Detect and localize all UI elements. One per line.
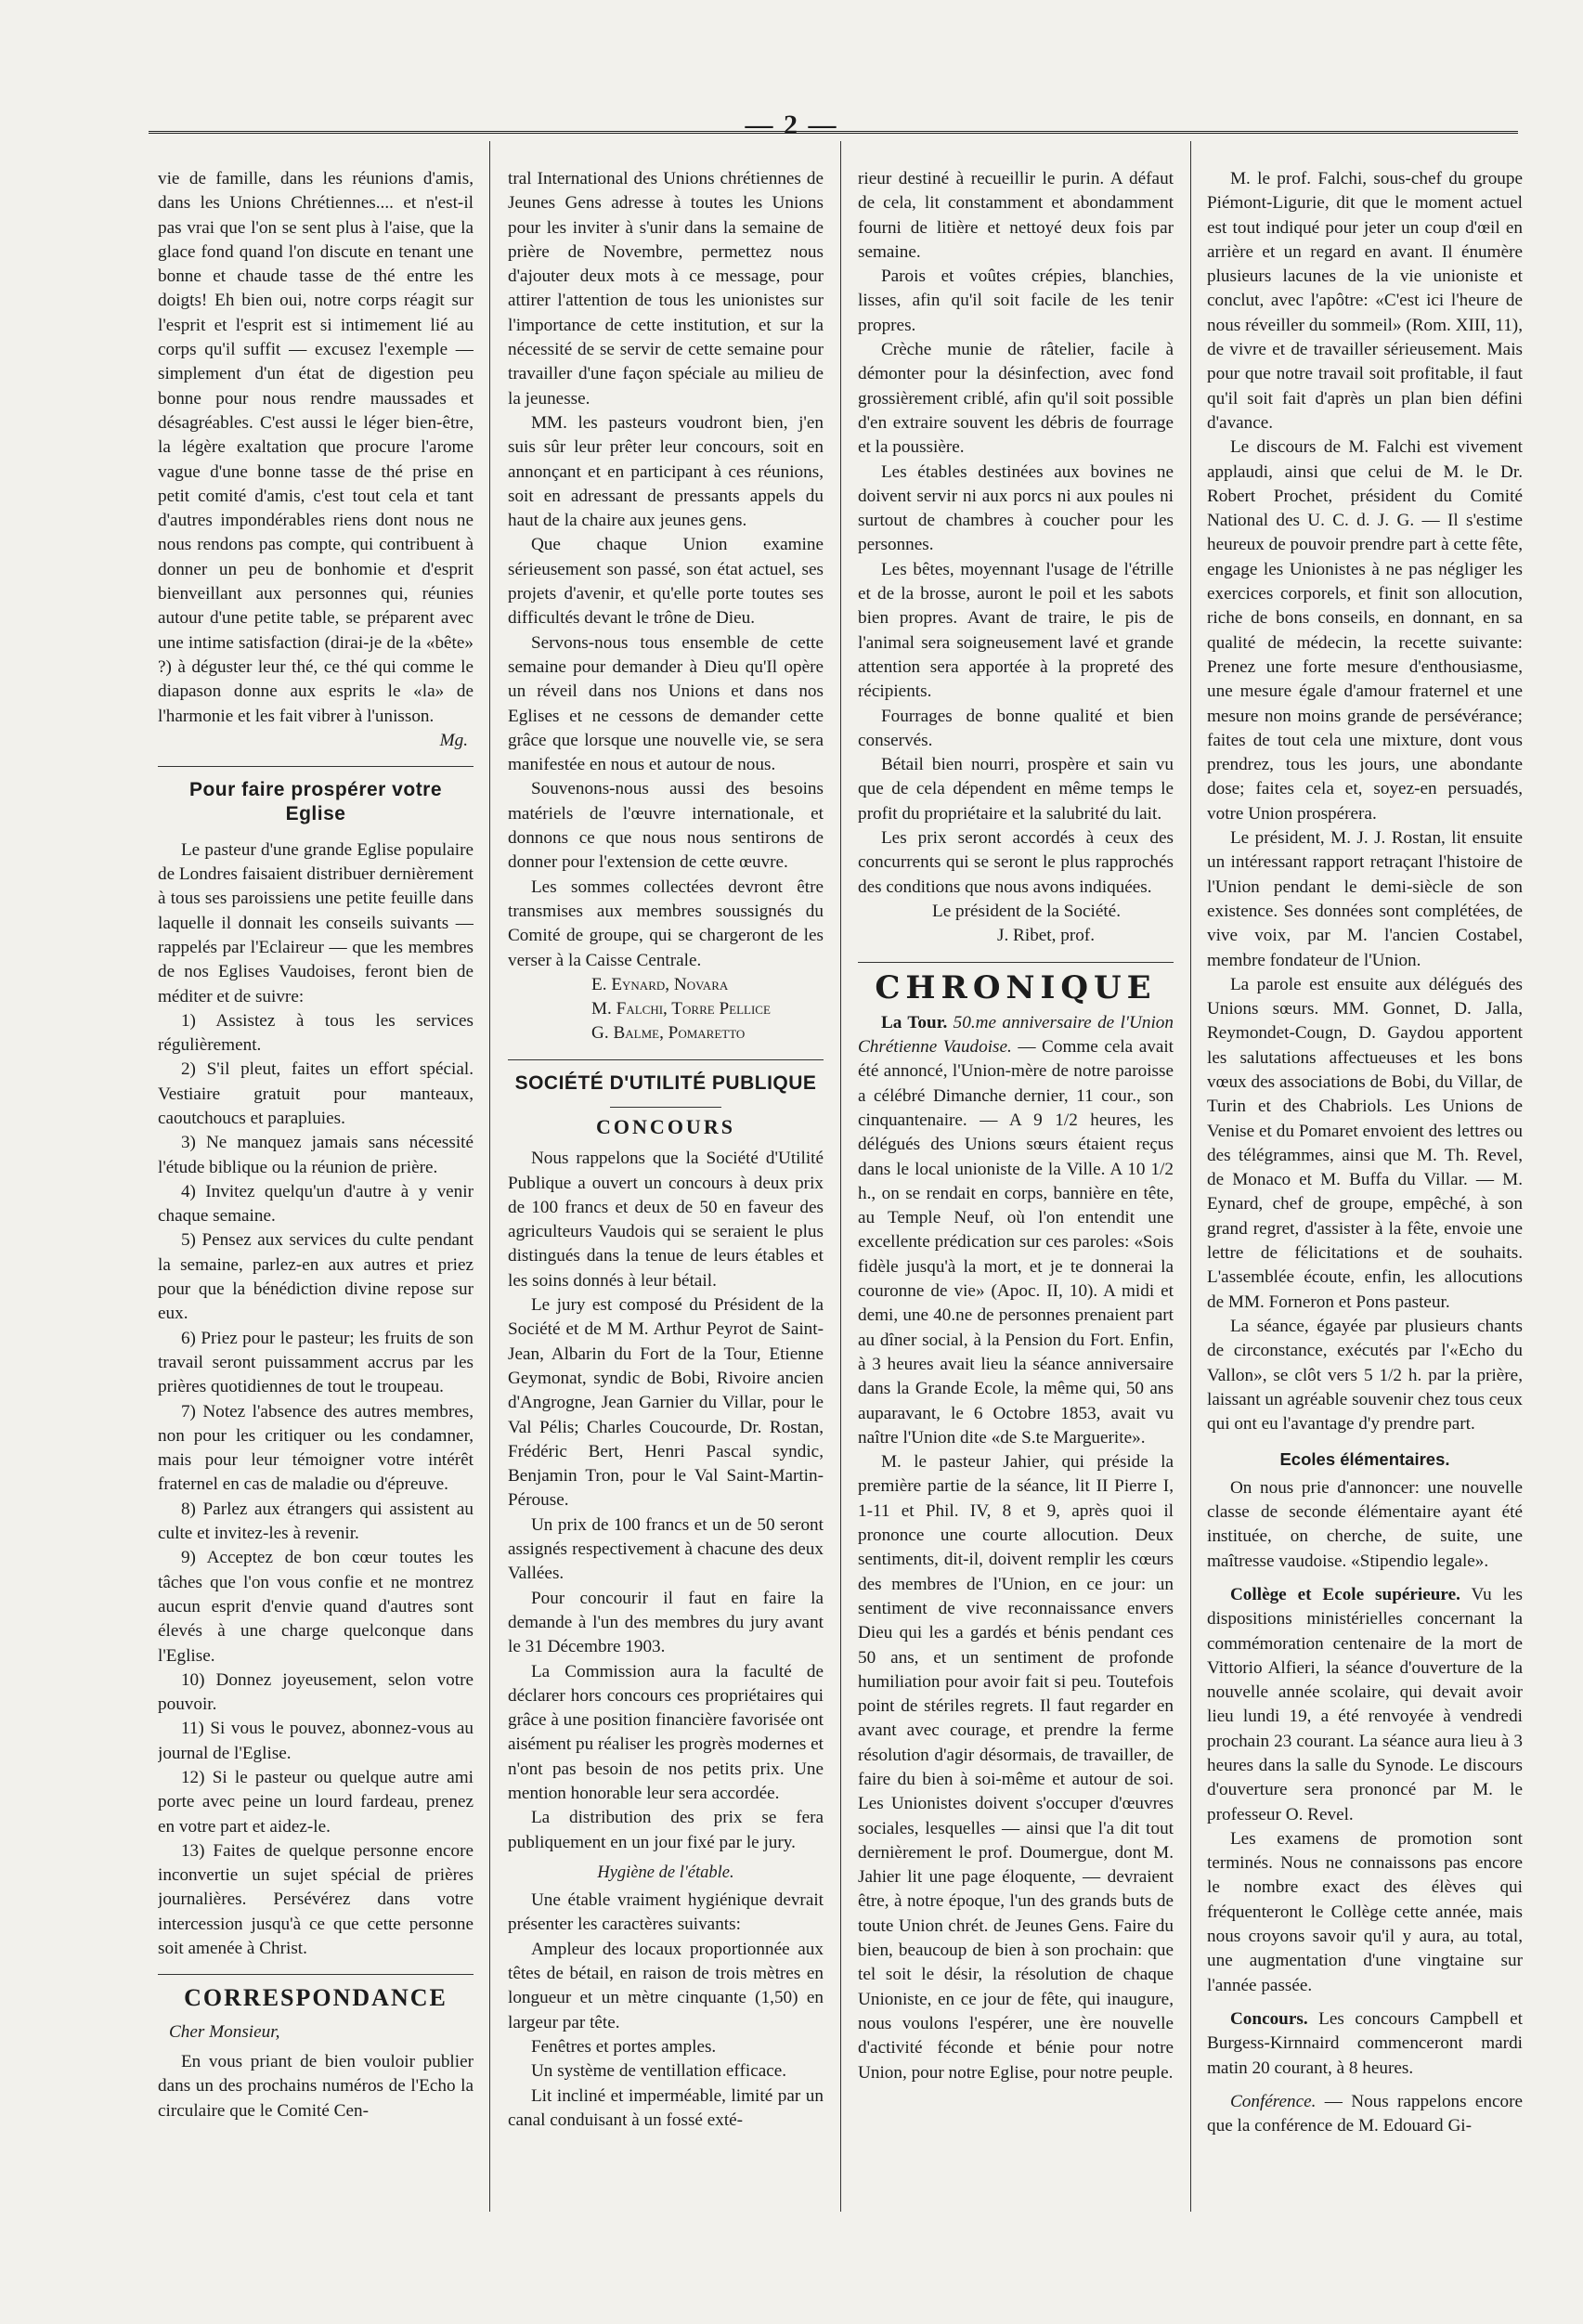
article-text: Pour concourir il faut en faire la demande à l'un des membres du jury avant le 31 Décembre 1903.: [508, 1588, 824, 1657]
article-text: [1207, 1583, 1523, 1827]
salutation: Cher Monsieur,: [169, 2021, 280, 2042]
column-divider: [489, 141, 490, 2212]
article-text: Que chaque Union examine sérieusement son passé, son état actuel, ses projets d'avenir, et qu'elle porte toutes ses difficultés devant le trône de Dieu.: [508, 535, 824, 629]
list-item: 7) Notez l'absence des autres membres, non pour les critiquer ou les condamner, mais pour leur témoigner votre intérêt fraternel en cas de maladie ou d'épreuve.: [158, 1401, 474, 1495]
list-item: 10) Donnez joyeusement, selon votre pouvoir.: [158, 1669, 474, 1715]
article-text: M. le prof. Falchi, sous-chef du groupe Piémont-Ligurie, dit que le moment actuel est tout indiqué pour jeter un coup d'œil en arrière et un regard en avant. Il énumère plusieurs lacunes de la vie unioniste et conclut, avec l'apôtre: «C'est ici l'heure de nous réveiller du sommeil» (Rom. XIII, 11), de vivre et de travailler sérieusement. Mais pour que notre travail soit profitable, il faut qu'il soit fait d'après un plan bien défini d'avance.: [1207, 169, 1523, 433]
article-text: [1207, 2090, 1523, 2139]
section-rule: [158, 766, 474, 767]
section-title: SOCIÉTÉ D'UTILITÉ PUBLIQUE: [514, 1071, 817, 1094]
article-text: Le jury est composé du Président de la Société et de M M. Arthur Peyrot de Saint-Jean, Albarin du Fort de la Tour, Etienne Geymonat, syndic de Bobi, Rivoire ancien d'Angrogne, Jean Garnier du Villar, pour le Val Pélis; Charles Coucourde, Dr. Rostan, Frédéric Bert, Henri Pascal syndic, Benjamin Tron, pour le Val Saint-Martin-Pérouse.: [508, 1295, 824, 1511]
article-text: [858, 1011, 1174, 1450]
signature: J. Ribet, prof.: [997, 926, 1095, 946]
list-item: 2) S'il pleut, faites un effort spécial. Vestiaire gratuit pour manteaux, caoutchoucs et parapluies.: [158, 1059, 474, 1128]
item-heading: Collège et Ecole supérieure.: [1229, 1584, 1460, 1604]
signer: E. Eynard, Novara: [591, 974, 729, 994]
article-text: Bétail bien nourri, prospère et sain vu que de cela dépendent en même temps le profit du propriétaire et la salubrité du lait.: [858, 755, 1174, 824]
event-heading: 50.me anniversaire de l'Union Chrétienne Vaudoise.: [858, 1012, 1174, 1058]
article-text: Une étable vraiment hygiénique devrait présenter les caractères suivants:: [508, 1890, 824, 1935]
article-text: Un système de ventillation efficace.: [530, 2061, 787, 2082]
article-text: Le président, M. J. J. Rostan, lit ensuite un intéressant rapport retraçant l'histoire de l'Union pendant le demi-siècle de son existence. Ses données sont complétées, de vive voix, par M. l'ancien Costabel, membre fondateur de l'Union.: [1207, 828, 1523, 970]
article-text: Servons-nous tous ensemble de cette semaine pour demander à Dieu qu'Il opère un réveil dans nos Unions et dans nos Eglises et ne cessons de demander cette grâce que lorsque une nouvelle vie, se sera manifestée en nous et autour de nous.: [508, 632, 824, 775]
ornament-rule: [610, 1107, 721, 1108]
item-heading: Conférence.: [1229, 2091, 1317, 2111]
article-text: M. le pasteur Jahier, qui préside la première partie de la séance, lit II Pierre I, 1-11 et Phil. IV, 8 et 9, après quoi il prononce une courte allocution. Deux sentiments, dit-il, doivent remplir les cœurs des membres de l'Union, en ce jour: un sentiment de vive reconnaissance envers Dieu qui les a gardés et bénis pendant ces 50 ans, et un sentiment de profonde humiliation pour avoir fait si peu. Toutefois point de stériles regrets. Il faut regarder en avant avec courage, et prendre la ferme résolution d'agir désormais, de travailler, de faire du bien à soi-même et autour de soi. Les Unionistes doivent s'occuper d'œuvres sociales, lesquelles — ainsi que l'a dit tout dernièrement le prof. Doumergue, dont M. Jahier lit une page éloquente, — devraient être, à notre époque, l'un des grands buts de toute Union chrét. de Jeunes Gens. Faire du bien, beaucoup de bien à son prochain: que tel soit le désir, la résolution de chaque Unioniste, en ce jour de fête, qui inaugure, nous voulons l'espérer, une ère nouvelle d'activité féconde et bénie pour notre Union, pour notre Eglise, pour notre peuple.: [858, 1452, 1174, 2083]
column-3: [858, 167, 1174, 2224]
article-text: tral International des Unions chrétiennes de Jeunes Gens adresse à toutes les Unions pour les inviter à s'unir dans la semaine de prière de Novembre, permettez nous d'ajouter deux mots à ce message, pour attirer l'attention de tous les unionistes sur l'importance de cette institution, et sur la nécessité de se servir de cette semaine pour travailler d'une façon spéciale au milieu de la jeunesse.: [508, 169, 824, 409]
article-body: — Nous rappelons encore que la conférence de M. Edouard Gi-: [1207, 2091, 1523, 2136]
subsection-title: CONCOURS: [596, 1114, 735, 1138]
signer: M. Falchi, Torre Pellice: [591, 999, 771, 1019]
list-item: 13) Faites de quelque personne encore inconvertie un sujet spécial de prières journalières. Persévérez dans votre intercession jusqu'à ce que cette personne soit amenée à Christ.: [158, 1840, 474, 1959]
list-item: 8) Parlez aux étrangers qui assistent au culte et invitez-les à revenir.: [158, 1499, 474, 1544]
article-text: [1207, 2007, 1523, 2081]
list-item: 1) Assistez à tous les services régulièrement.: [158, 1010, 474, 1056]
article-text: Les examens de promotion sont terminés. Nous ne connaissons pas encore le nombre exact des élèves qui fréquenteront le Collège cette année, mais nous croyons savoir qu'il y aura, au total, une augmentation d'une vingtaine sur l'année passée.: [1207, 1828, 1523, 1995]
subsection-title: Hygiène de l'étable.: [597, 1863, 734, 1882]
list-item: 9) Acceptez de bon cœur toutes les tâches que l'on vous confie et ne montrez aucun esprit d'envie quand d'autres sont élevés à une charge quelconque dans l'Eglise.: [158, 1548, 474, 1666]
item-heading: Concours.: [1229, 2008, 1308, 2029]
article-text: vie de famille, dans les réunions d'amis, dans les Unions Chrétiennes.... et n'est-il pas vrai que l'on se sent plus à l'aise, que la glace fond quand l'on discute en tenant une bonne et chaude tasse de thé entre les doigts! Eh bien oui, notre corps réagit sur l'esprit et l'esprit est si intimement lié au corps qu'il suffit — excusez l'exemple — simplement d'un état de digestion peu bonne pour nous rendre maussades et désagréables. C'est aussi le léger bien-être, la légère exaltation que procure l'arome vague d'une bonne tasse de thé prise en petit comité d'amis, c'est tout cela et tant d'autres impondérables riens dont nous ne nous rendons pas compte, qui contribuent à donner un peu de bonhomie et d'esprit bienveillant aux personnes qui, réunies autour d'une petite table, se préparent avec une intime satisfaction (dirai-je de la «bête» ?) à déguster leur thé, ce thé qui comme le diapason donne aux esprits le «la» de l'harmonie et les fait vibrer à l'unisson.: [158, 169, 474, 726]
list-item: 5) Pensez aux services du culte pendant la semaine, parlez-en aux autres et priez pour que la bénédiction divine repose sur eux.: [158, 1230, 474, 1324]
list-item: 6) Priez pour le pasteur; les fruits de son travail seront puissamment accrus par les prières quotidiennes de tout le troupeau.: [158, 1328, 474, 1397]
article-text: MM. les pasteurs voudront bien, j'en suis sûr leur prêter leur concours, soit en annonçant et en participant à ces réunions, soit en adressant de pressants appels du haut de la chaire aux jeunes gens.: [508, 412, 824, 531]
section-title: CHRONIQUE: [875, 968, 1157, 1006]
article-text: Les bêtes, moyennant l'usage de l'étrille et de la brosse, auront le poil et les sabots bien propres. Avant de traire, le pis de l'animal sera soigneusement lavé et grande attention sera apportée à la propreté des récipients.: [858, 559, 1174, 702]
article-text: La Commission aura la faculté de déclarer hors concours ces propriétaires qui grâce à une position financière favorisée ont aisément pu réaliser les progrès modernes et n'ont pas besoin de nos petits prix. Une mention honorable leur sera accordée.: [508, 1661, 824, 1803]
list-item: 4) Invitez quelqu'un d'autre à y venir chaque semaine.: [158, 1181, 474, 1227]
signer: G. Balme, Pomaretto: [591, 1023, 746, 1044]
signature: Le président de la Société.: [932, 901, 1121, 921]
article-text: Un prix de 100 francs et un de 50 seront assignés respectivement à chacune des deux Vallées.: [508, 1514, 824, 1584]
section-rule: [508, 1059, 824, 1060]
article-text: Les sommes collectées devront être transmises aux membres soussignés du Comité de groupe, qui se chargeront de les verser à la Caisse Centrale.: [508, 876, 824, 970]
article-text: Fourrages de bonne qualité et bien conservés.: [858, 706, 1174, 750]
section-title: CORRESPONDANCE: [184, 1984, 448, 2012]
article-body: Les concours Campbell et Burgess-Kirnnaird commenceront mardi matin 20 courant, à 8 heures.: [1207, 2008, 1523, 2078]
article-text: Fenêtres et portes amples.: [530, 2036, 717, 2057]
article-body: Vu les dispositions ministérielles concernant la commémoration centenaire de la mort de Vittorio Alfieri, la séance d'ouverture de la nouvelle année scolaire, qui devait avoir lieu lundi 19, a été renvoyée à vendredi prochain 23 courant. La séance aura lieu à 3 heures dans la salle du Synode. Le discours d'ouverture sera prononcé par M. le professeur O. Revel.: [1207, 1584, 1523, 1824]
article-text: La parole est ensuite aux délégués des Unions sœurs. MM. Gonnet, D. Jalla, Reymondet-Cougn, D. Gaydou apportent les salutations affectueuses et les bons vœux des associations de Bobi, du Villar, de Turin et des Chabriols. Les Unions de Venise et du Pomaret envoient des lettres ou des télégrammes, ainsi que M. Th. Revel, de Monaco et M. Buffa du Villar. — M. Eynard, chef de groupe, empêché, à son grand regret, d'assister à la fête, envoie une lettre de félicitations et de souhaits. L'assemblée écoute, enfin, les allocutions de MM. Forneron et Pons pasteur.: [1207, 974, 1523, 1312]
list-item: 11) Si vous le pouvez, abonnez-vous au journal de l'Eglise.: [158, 1719, 474, 1763]
article-text: En vous priant de bien vouloir publier dans un des prochains numéros de l'Echo la circulaire que le Comité Cen-: [158, 2051, 474, 2121]
column-divider: [840, 141, 841, 2212]
column-1: [158, 167, 474, 2224]
page-number: — 2 —: [745, 110, 838, 140]
article-text: Nous rappelons que la Société d'Utilité Publique a ouvert un concours à deux prix de 100 francs et deux de 50 en faveur des agriculteurs Vaudois qui se seraient le plus distingués dans la tenue de leurs étables et les soins donnés à leur bétail.: [508, 1149, 824, 1291]
article-text: rieur destiné à recueillir le purin. A défaut de cela, lit constamment et abondamment fourni de litière et nettoyé deux fois par semaine.: [858, 169, 1174, 262]
article-signature: Mg.: [439, 730, 468, 750]
article-text: Les prix seront accordés à ceux des concurrents qui se seront le plus rapprochés des conditions que nous avons indiquées.: [858, 828, 1174, 897]
place-heading: La Tour.: [880, 1012, 948, 1032]
column-2: [508, 167, 824, 2224]
article-text: La distribution des prix se fera publiquement en un jour fixé par le jury.: [508, 1808, 824, 1852]
column-divider: [1190, 141, 1191, 2212]
section-rule: [158, 1974, 474, 1975]
article-text: Crèche munie de râtelier, facile à démonter pour la désinfection, avec fond grossièrement criblé, afin qu'il soit possible d'en extraire souvent les débris de fourrage et la poussière.: [858, 340, 1174, 458]
list-item: 12) Si le pasteur ou quelque autre ami porte avec peine un lourd fardeau, prenez en votre part et aidez-le.: [158, 1768, 474, 1837]
column-4: [1207, 167, 1523, 2224]
list-item: 3) Ne manquez jamais sans nécessité l'étude biblique ou la réunion de prière.: [158, 1133, 474, 1177]
article-text: Le pasteur d'une grande Eglise populaire de Londres faisaient distribuer dernièrement à tous ses paroissiens une petite feuille dans laquelle il donnait les conseils suivants — rappelés par l'Eclaireur — que les membres de nos Eglises Vaudoises, feront bien de méditer et de suivre:: [158, 839, 474, 1006]
article-text: Lit incliné et imperméable, limité par un canal conduisant à un fossé exté-: [508, 2085, 824, 2130]
article-text: Ampleur des locaux proportionnée aux têtes de bétail, en raison de trois mètres en longueur et un mètre cinquante (1,50) en largeur par tête.: [508, 1939, 824, 2032]
article-text: Souvenons-nous aussi des besoins matériels de l'œuvre internationale, et donnons ce que nous nous sentirons de donner pour l'extension de cette œuvre.: [508, 779, 824, 873]
section-rule: [858, 962, 1174, 963]
article-title: Pour faire prospérer votre Eglise: [188, 779, 443, 825]
article-text: Le discours de M. Falchi est vivement applaudi, ainsi que celui de M. le Dr. Robert Prochet, président du Comité National des U. C. d. J. G. — Il s'estime heureux de pouvoir prendre part à cette fête, engage les Unionistes à ne pas négliger les exercices corporels, et finit son allocution, riche de bons conseils, en donnant, en sa qualité de médecin, la recette suivante: Prenez une forte mesure d'enthousiasme, une mesure égale d'amour fraternel et une mesure non moins grande de persévérance; faites de tout cela une mixture, dont vous prendrez, tous les jours, une abondante dose; faites cela et, soyez-en persuadés, votre Union prospérera.: [1207, 437, 1523, 824]
article-text: Les étables destinées aux bovines ne doivent servir ni aux porcs ni aux poules ni surtout de chambres à coucher pour les personnes.: [858, 461, 1174, 555]
subsection-title: Ecoles élémentaires.: [1279, 1449, 1450, 1470]
article-text: On nous prie d'annoncer: une nouvelle classe de seconde élémentaire ayant été instituée, on cherche, de suite, une maîtresse vaudoise. «Stipendio legale».: [1207, 1477, 1523, 1571]
article-text: Parois et voûtes crépies, blanchies, lisses, afin qu'il soit facile de les tenir propres.: [858, 266, 1174, 335]
header-rule: [149, 131, 1518, 134]
article-text: La séance, égayée par plusieurs chants de circonstance, exécutés par l'«Echo du Vallon», se clôt vers 5 1/2 h. par la prière, laissant un agréable souvenir chez tous ceux qui ont eu l'avantage d'y prendre part.: [1207, 1316, 1523, 1435]
article-body: — Comme cela avait été annoncé, l'Union-mère de notre paroisse a célébré Dimanche dernier, 11 cour., son cinquantenaire. — A 9 1/2 heures, les délégués des Unions sœurs étaient reçus dans le local unioniste de la Ville. A 10 1/2 h., on se rendait en corps, bannière en tête, au Temple Neuf, où l'on entendit une excellente prédication sur ces paroles: «Sois fidèle jusqu'à la mort, et je te donnerai la couronne de vie» (Apoc. II, 10). A midi et demi, une 40.ne de personnes prenaient part au dîner social, à la Pension du Fort. Enfin, à 3 heures avait lieu la séance anniversaire dans la Grande Ecole, la même qui, 50 ans auparavant, le 6 Octobre 1853, avait vu naître l'Union dite «de S.te Marguerite».: [858, 1037, 1174, 1448]
